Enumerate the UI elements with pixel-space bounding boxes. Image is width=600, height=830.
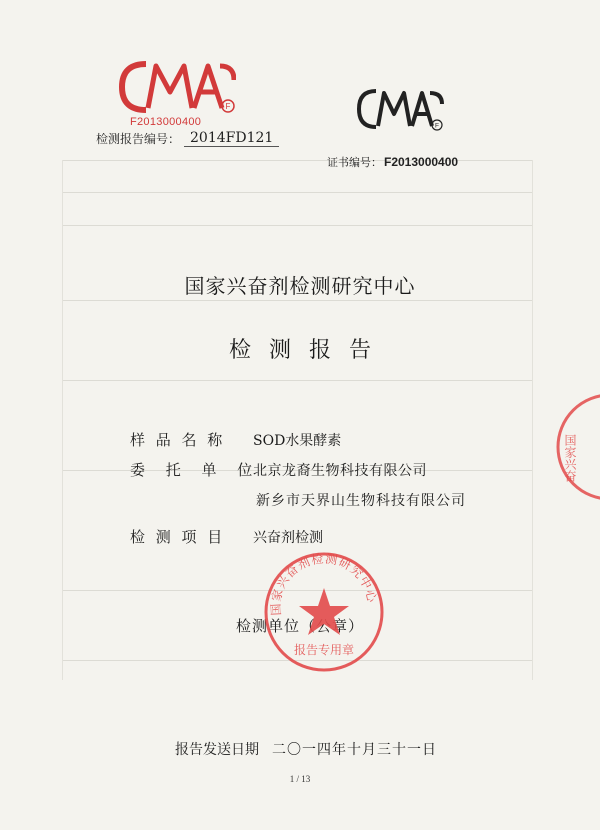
sample-name-value: SOD水果酵素 xyxy=(253,433,342,449)
issue-date-label: 报告发送日期 xyxy=(175,742,259,758)
certificate-number xyxy=(327,154,458,170)
bleed-through-line xyxy=(62,380,532,381)
client-value-1: 北京龙裔生物科技有限公司 xyxy=(253,463,427,479)
certificate-value: F2013000400 xyxy=(384,155,459,169)
svg-text:F: F xyxy=(435,122,439,130)
sample-name-label: 样 品 名 称 xyxy=(130,431,226,449)
bleed-through-line xyxy=(62,300,532,301)
cma-logo-red xyxy=(118,58,236,116)
cma-certificate-number: F2013000400 xyxy=(130,116,202,128)
bleed-through-line xyxy=(62,160,63,680)
bleed-through-line xyxy=(62,225,532,226)
svg-text:F: F xyxy=(225,102,231,111)
seal-star-icon xyxy=(299,588,349,635)
client-label: 委 托 单 位 xyxy=(130,461,261,479)
bleed-through-line xyxy=(62,160,532,161)
document-title: 检测报告 xyxy=(228,338,389,363)
seal-outer-text: 国家兴奋剂检测研究中心 xyxy=(268,551,380,616)
bleed-through-line xyxy=(62,192,532,193)
edge-seal-text: 国家兴奋 xyxy=(563,434,577,482)
testing-unit-seal-line: 检测单位（公章） xyxy=(236,617,365,635)
seal-inner-text: 报告专用章 xyxy=(293,643,355,657)
page-number: 1 / 13 xyxy=(289,774,311,784)
issue-date-value: 二〇一四年十月三十一日 xyxy=(272,742,437,758)
test-item-label: 检 测 项 目 xyxy=(130,528,226,546)
cma-logo-black xyxy=(356,86,444,132)
report-number-label: 检测报告编号： xyxy=(96,132,181,146)
report-number xyxy=(96,130,274,147)
organization-title: 国家兴奋剂检测研究中心 xyxy=(184,274,416,298)
bleed-through-line xyxy=(532,160,533,680)
client-value-2: 新乡市天界山生物科技有限公司 xyxy=(256,493,466,509)
test-item-value: 兴奋剂检测 xyxy=(253,530,323,546)
official-seal xyxy=(262,550,386,674)
report-number-value: 2014FD121 xyxy=(184,130,279,147)
edge-seal-partial xyxy=(548,392,600,502)
certificate-label: 证书编号： xyxy=(327,156,382,169)
